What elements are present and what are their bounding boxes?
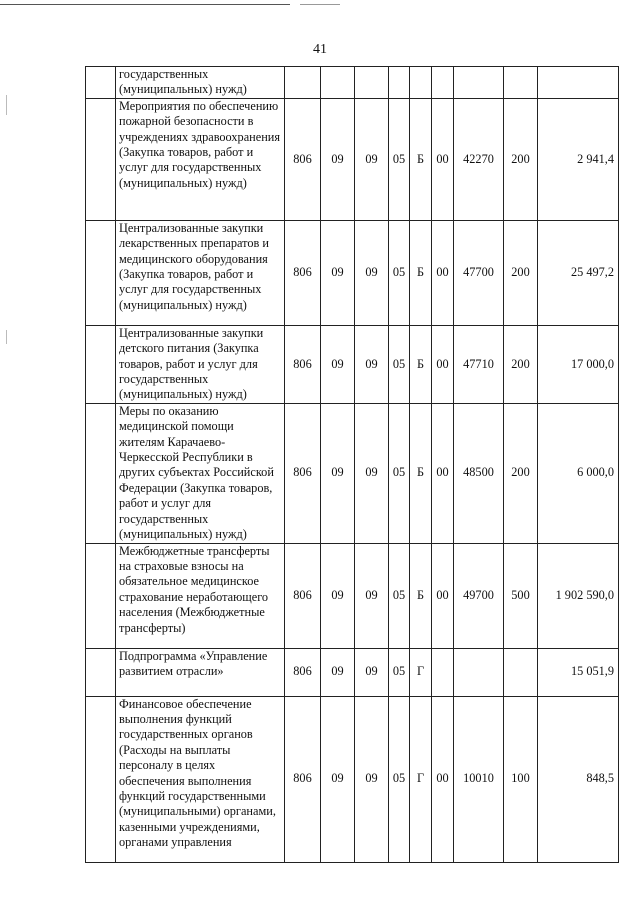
table-row: [86, 648, 619, 696]
table-row: [86, 325, 619, 403]
direction-cell: 00: [432, 543, 454, 648]
expense-name-cell: государственных (муниципальных) нужд): [116, 67, 285, 99]
admin-code-cell: 806: [285, 696, 321, 862]
subprogram-cell: Б: [410, 403, 432, 543]
subprogram-cell: Б: [410, 325, 432, 403]
expense-name-cell: Мероприятия по обеспечению пожарной безопасности в учреждениях здравоохранения (Закупка товаров, работ и услуг для государственных (муниципальных) нужд): [116, 98, 285, 220]
expense-type-cell: [504, 648, 538, 696]
section-cell: 09: [321, 220, 355, 325]
section-cell: 09: [321, 696, 355, 862]
expense-name-cell: Финансовое обеспечение выполнения функций государственных органов (Расходы на выплаты персоналу в целях обеспечения выполнения функций государственными (муниципальными) органами, казенными учреждениями, органами управления: [116, 696, 285, 862]
left-blank-cell: [86, 98, 116, 220]
table-row: [86, 67, 619, 99]
target-code-cell: [454, 67, 504, 99]
subprogram-cell: Б: [410, 543, 432, 648]
scan-edge-mark: [6, 95, 7, 115]
direction-cell: 00: [432, 325, 454, 403]
expense-name-cell: Централизованные закупки лекарственных препаратов и медицинского оборудования (Закупка товаров, работ и услуг для государственных (муниципальных) нужд): [116, 220, 285, 325]
amount-cell: 6 000,0: [538, 403, 619, 543]
section-cell: 09: [321, 98, 355, 220]
direction-cell: [432, 648, 454, 696]
target-code-cell: 48500: [454, 403, 504, 543]
direction-cell: 00: [432, 403, 454, 543]
section-cell: 09: [321, 403, 355, 543]
expense-type-cell: 500: [504, 543, 538, 648]
table-row: [86, 543, 619, 648]
expense-type-cell: 200: [504, 220, 538, 325]
table-row: [86, 696, 619, 862]
top-scan-rule: [0, 4, 290, 5]
target-code-cell: 47700: [454, 220, 504, 325]
amount-cell: 2 941,4: [538, 98, 619, 220]
target-code-cell: 10010: [454, 696, 504, 862]
scan-edge-mark: [6, 330, 7, 344]
admin-code-cell: 806: [285, 543, 321, 648]
program-cell: 05: [389, 98, 410, 220]
subprogram-cell: [410, 67, 432, 99]
amount-cell: 848,5: [538, 696, 619, 862]
program-cell: 05: [389, 648, 410, 696]
left-blank-cell: [86, 67, 116, 99]
page-number: 41: [313, 42, 327, 57]
subsection-cell: 09: [355, 220, 389, 325]
subsection-cell: [355, 67, 389, 99]
section-cell: [321, 67, 355, 99]
direction-cell: 00: [432, 98, 454, 220]
left-blank-cell: [86, 325, 116, 403]
subprogram-cell: Б: [410, 98, 432, 220]
target-code-cell: 42270: [454, 98, 504, 220]
expense-name-cell: Подпрограмма «Управление развитием отрасли»: [116, 648, 285, 696]
left-blank-cell: [86, 543, 116, 648]
program-cell: 05: [389, 696, 410, 862]
expense-type-cell: 200: [504, 98, 538, 220]
amount-cell: [538, 67, 619, 99]
expense-type-cell: [504, 67, 538, 99]
section-cell: 09: [321, 648, 355, 696]
expense-name-cell: Межбюджетные трансферты на страховые взносы на обязательное медицинское страхование неработающего населения (Межбюджетные трансферты): [116, 543, 285, 648]
left-blank-cell: [86, 648, 116, 696]
subsection-cell: 09: [355, 543, 389, 648]
left-blank-cell: [86, 696, 116, 862]
target-code-cell: 47710: [454, 325, 504, 403]
direction-cell: 00: [432, 696, 454, 862]
subprogram-cell: Б: [410, 220, 432, 325]
direction-cell: 00: [432, 220, 454, 325]
table-row: [86, 98, 619, 220]
program-cell: 05: [389, 325, 410, 403]
program-cell: 05: [389, 220, 410, 325]
expense-name-cell: Централизованные закупки детского питания (Закупка товаров, работ и услуг для государственных (муниципальных) нужд): [116, 325, 285, 403]
program-cell: 05: [389, 543, 410, 648]
section-cell: 09: [321, 543, 355, 648]
admin-code-cell: 806: [285, 325, 321, 403]
admin-code-cell: 806: [285, 220, 321, 325]
budget-table: [85, 66, 619, 863]
admin-code-cell: [285, 67, 321, 99]
admin-code-cell: 806: [285, 648, 321, 696]
subprogram-cell: Г: [410, 648, 432, 696]
subprogram-cell: Г: [410, 696, 432, 862]
left-blank-cell: [86, 220, 116, 325]
table-row: [86, 220, 619, 325]
amount-cell: 17 000,0: [538, 325, 619, 403]
left-blank-cell: [86, 403, 116, 543]
section-cell: 09: [321, 325, 355, 403]
top-scan-rule: [300, 4, 340, 5]
table-row: [86, 403, 619, 543]
expense-type-cell: 200: [504, 403, 538, 543]
amount-cell: 1 902 590,0: [538, 543, 619, 648]
amount-cell: 25 497,2: [538, 220, 619, 325]
amount-cell: 15 051,9: [538, 648, 619, 696]
target-code-cell: [454, 648, 504, 696]
subsection-cell: 09: [355, 648, 389, 696]
target-code-cell: 49700: [454, 543, 504, 648]
subsection-cell: 09: [355, 98, 389, 220]
admin-code-cell: 806: [285, 98, 321, 220]
subsection-cell: 09: [355, 325, 389, 403]
expense-name-cell: Меры по оказанию медицинской помощи жителям Карачаево-Черкесской Республики в других субъектах Российской Федерации (Закупка товаров, работ и услуг для государственных (муниципальных) нужд): [116, 403, 285, 543]
program-cell: [389, 67, 410, 99]
expense-type-cell: 200: [504, 325, 538, 403]
program-cell: 05: [389, 403, 410, 543]
table-body: [86, 67, 619, 863]
subsection-cell: 09: [355, 696, 389, 862]
subsection-cell: 09: [355, 403, 389, 543]
direction-cell: [432, 67, 454, 99]
expense-type-cell: 100: [504, 696, 538, 862]
admin-code-cell: 806: [285, 403, 321, 543]
